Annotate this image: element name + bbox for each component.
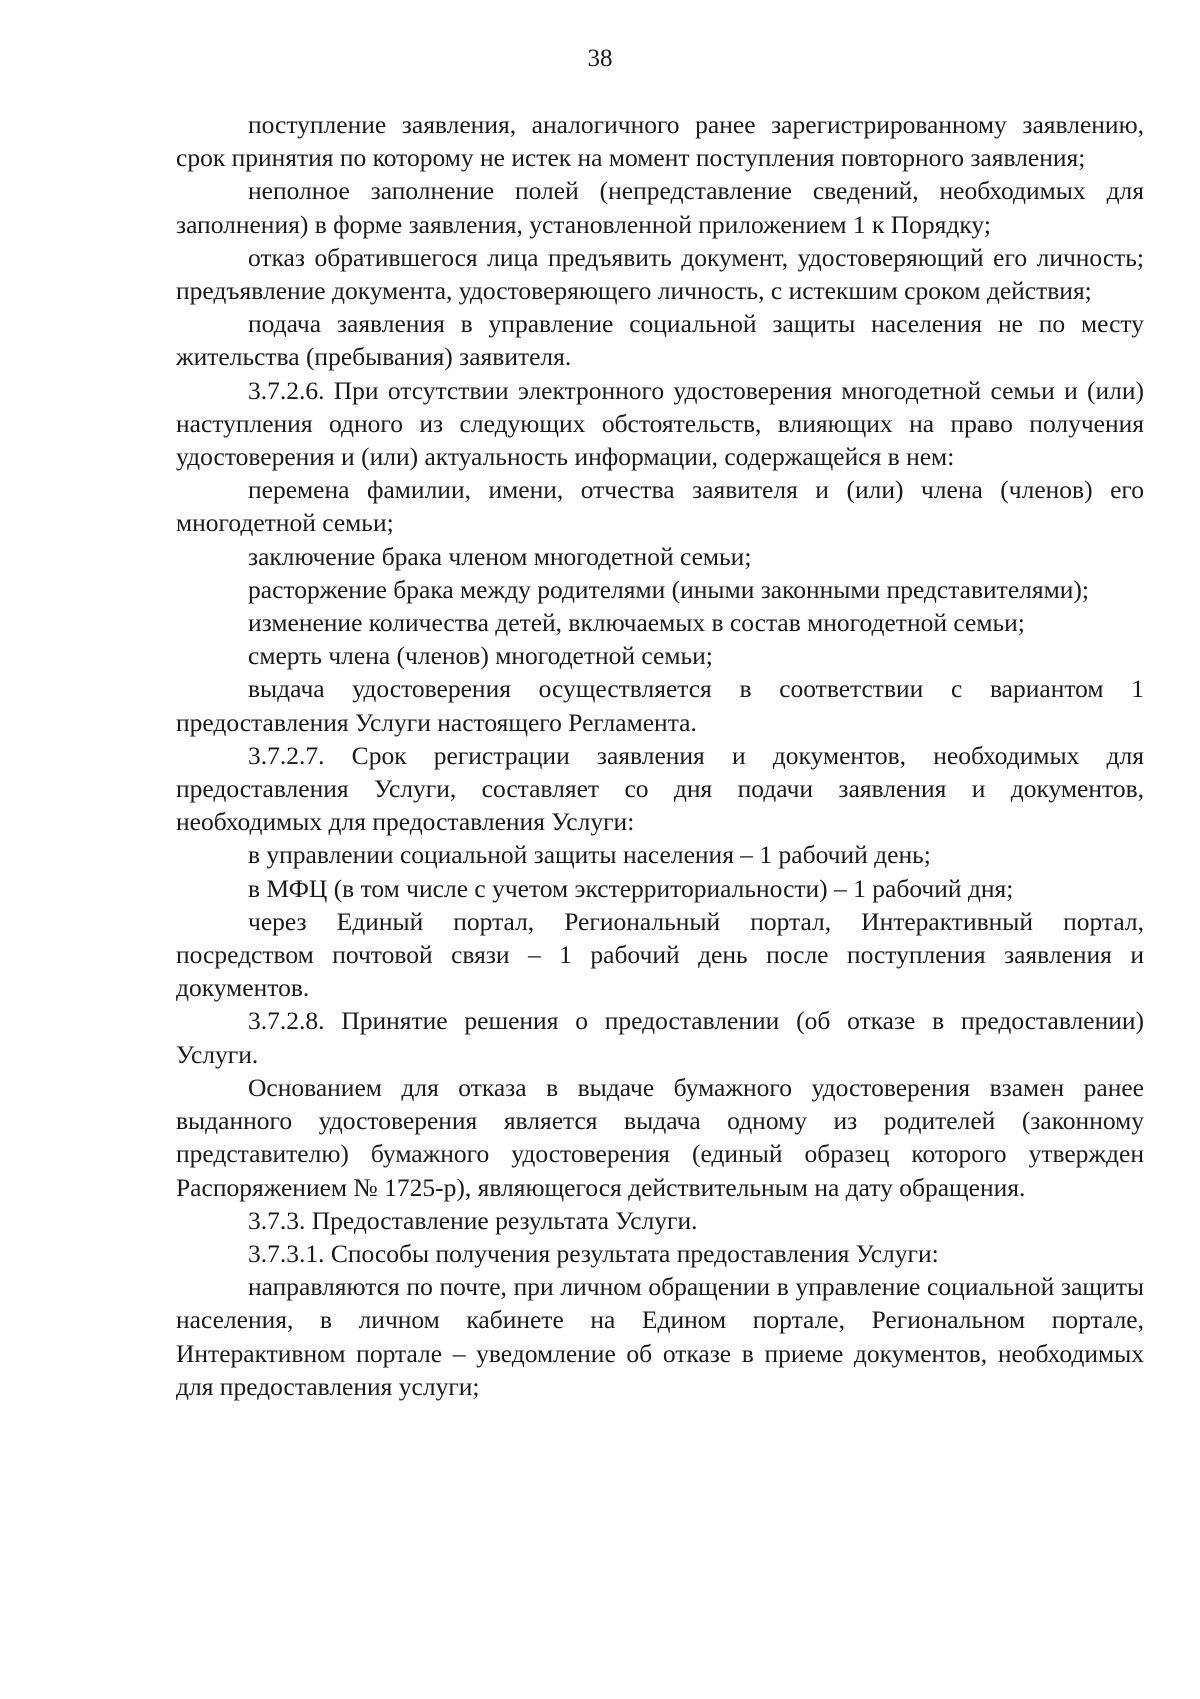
paragraph-incomplete-fields: неполное заполнение полей (непредставление сведений, необходимых для заполнения) в форме заявления, установленной приложением 1 к Порядку; [176, 176, 1144, 239]
paragraph-section-3-7-2-8: 3.7.2.8. Принятие решения о предоставлении (об отказе в предоставлении) Услуги. [176, 1006, 1144, 1069]
paragraph-social-office-term: в управлении социальной защиты населения – 1 рабочий день; [248, 840, 931, 870]
paragraph-delivery-methods: направляются по почте, при личном обращении в управление социальной защиты населения, в личном кабинете на Едином портале, Региональном портале, Интерактивном портале – уведомление об отказе в приеме документов, необходимых для предоставления услуги; [176, 1272, 1144, 1401]
paragraph-section-3-7-2-7: 3.7.2.7. Срок регистрации заявления и документов, необходимых для предоставления Услуги, составляет со дня подачи заявления и документов, необходимых для предоставления Услуги: [176, 740, 1144, 837]
paragraph-portal-term: через Единый портал, Региональный портал, Интерактивный портал, посредством почтовой связи – 1 рабочий день после поступления заявления и документов. [176, 906, 1144, 1003]
paragraph-issuance-variant: выдача удостоверения осуществляется в соответствии с вариантом 1 предоставления Услуги настоящего Регламента. [176, 674, 1144, 737]
page-number: 38 [587, 45, 613, 72]
paragraph-divorce: расторжение брака между родителями (иными законными представителями); [248, 574, 1089, 604]
document-body [176, 108, 1144, 1403]
paragraph-mfc-term: в МФЦ (в том числе с учетом экстерриториальности) – 1 рабочий дня; [248, 873, 1014, 903]
paragraph-section-3-7-3: 3.7.3. Предоставление результата Услуги. [248, 1205, 698, 1235]
paragraph-children-count: изменение количества детей, включаемых в состав многодетной семьи; [248, 608, 1025, 638]
paragraph-refusal-grounds: Основанием для отказа в выдаче бумажного удостоверения взамен ранее выданного удостоверения является выдача одному из родителей (законному представителю) бумажного удостоверения (единый образец которого утвержден Распоряжением № 1725-р), являющегося действительным на дату обращения. [176, 1072, 1144, 1202]
paragraph-section-3-7-3-1: 3.7.3.1. Способы получения результата предоставления Услуги: [248, 1238, 939, 1268]
paragraph-death: смерть члена (членов) многодетной семьи; [248, 641, 713, 671]
paragraph-section-3-7-2-6: 3.7.2.6. При отсутствии электронного удостоверения многодетной семьи и (или) наступления одного из следующих обстоятельств, влияющих на право получения удостоверения и (или) актуальность информации, содержащейся в нем: [176, 375, 1144, 472]
paragraph-repeat-application: поступление заявления, аналогичного ранее зарегистрированному заявлению, срок принятия по которому не истек на момент поступления повторного заявления; [176, 110, 1144, 173]
paragraph-wrong-office: подача заявления в управление социальной защиты населения не по месту жительства (пребывания) заявителя. [176, 309, 1144, 372]
paragraph-marriage: заключение брака членом многодетной семьи; [248, 541, 752, 571]
paragraph-name-change: перемена фамилии, имени, отчества заявителя и (или) члена (членов) его многодетной семьи; [176, 475, 1144, 538]
paragraph-id-refusal: отказ обратившегося лица предъявить документ, удостоверяющий его личность; предъявление документа, удостоверяющего личность, с истекшим сроком действия; [176, 242, 1144, 306]
